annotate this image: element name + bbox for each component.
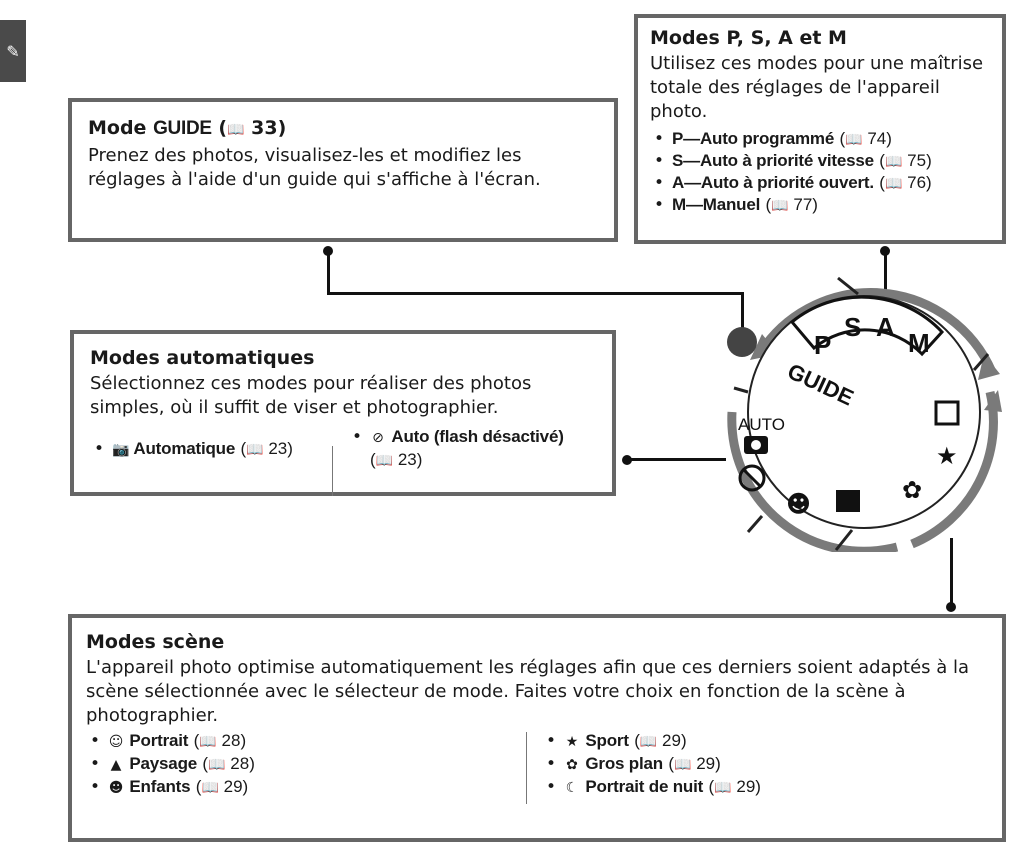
auto-camera-icon: 📷 xyxy=(112,442,130,458)
dial-label-s: S xyxy=(844,312,862,342)
guide-box xyxy=(68,98,618,242)
camera-tab-icon: ✎ xyxy=(6,41,20,61)
column-divider xyxy=(332,446,333,496)
list-item: • ★ Sport (📖 29) xyxy=(542,730,761,753)
guide-title: Mode GUIDE (📖 33) xyxy=(88,116,598,142)
child-icon: ☻ xyxy=(786,490,812,518)
list-item: • P—Auto programmé (📖 74) xyxy=(650,128,990,150)
mode-dial[interactable] xyxy=(722,262,1002,552)
book-icon: 📖 xyxy=(771,197,789,213)
child-icon: ☻ xyxy=(108,780,124,796)
close-up-icon: ✿ xyxy=(902,476,923,504)
list-item: • ☾ Portrait de nuit (📖 29) xyxy=(542,776,761,799)
book-icon: 📖 xyxy=(201,779,219,795)
list-item: • ✿ Gros plan (📖 29) xyxy=(542,753,761,776)
book-icon: 📖 xyxy=(845,131,863,147)
book-icon: 📖 xyxy=(246,441,264,457)
psam-title: Modes P, S, A et M xyxy=(650,27,847,49)
close-up-icon: ✿ xyxy=(566,757,578,773)
list-item: • ☻ Enfants (📖 29) xyxy=(86,776,530,799)
scene-box xyxy=(68,614,1006,842)
list-item: • 📷 Automatique (📖 23) xyxy=(90,438,334,461)
guide-text: Prenez des photos, visualisez-les et modifiez les réglages à l'aide d'un guide qui s'affiche à l'écran. xyxy=(88,145,541,190)
book-icon: 📖 xyxy=(674,756,692,772)
list-item: • A—Auto à priorité ouvert. (📖 76) xyxy=(650,172,990,194)
list-item: • M—Manuel (📖 77) xyxy=(650,194,990,216)
connector-line xyxy=(327,292,743,295)
scene-list xyxy=(86,728,988,799)
book-icon: 📖 xyxy=(208,756,226,772)
flash-off-icon: ⊘ xyxy=(372,430,384,446)
section-tab xyxy=(0,20,26,82)
auto-list xyxy=(90,422,596,471)
landscape-icon xyxy=(836,490,860,512)
sport-icon: ★ xyxy=(936,442,958,470)
book-icon: 📖 xyxy=(639,733,658,749)
scene-text: L'appareil photo optimise automatiquement les réglages afin que ces derniers soient adaptés à la scène sélectionnée avec le sélecteur de mode. Faites votre choix en fonction de la scène à photographier. xyxy=(86,657,970,726)
portrait-icon: ☺ xyxy=(108,734,124,750)
landscape-icon: ▲ xyxy=(110,757,122,773)
connector-line xyxy=(327,250,330,294)
dial-label-p: P xyxy=(814,330,832,360)
list-item: • ⊘ Auto (flash désactivé) (📖 23) xyxy=(348,426,578,471)
book-icon: 📖 xyxy=(199,733,217,749)
sport-icon: ★ xyxy=(565,734,579,750)
book-icon: 📖 xyxy=(227,122,245,138)
list-item: • S—Auto à priorité vitesse (📖 75) xyxy=(650,150,990,172)
book-icon: 📖 xyxy=(884,153,903,169)
column-divider xyxy=(526,732,527,804)
auto-title: Modes automatiques xyxy=(90,347,315,369)
list-item: • ▲ Paysage (📖 28) xyxy=(86,753,530,776)
night-portrait-icon: ☾ xyxy=(565,780,579,796)
psam-list xyxy=(650,128,990,216)
dial-label-auto: AUTO xyxy=(738,415,785,434)
connector-line xyxy=(626,458,726,461)
dial-marker xyxy=(727,327,757,357)
book-icon: 📖 xyxy=(714,779,732,795)
dial-label-m: M xyxy=(908,328,930,358)
dial-label-a: A xyxy=(876,312,895,342)
book-icon: 📖 xyxy=(375,452,394,468)
connector-dot xyxy=(946,602,956,612)
auto-text: Sélectionnez ces modes pour réaliser des photos simples, où il suffit de viser et photographier. xyxy=(90,373,532,418)
book-icon: 📖 xyxy=(884,175,903,191)
psam-text: Utilisez ces modes pour une maîtrise totale des réglages de l'appareil photo. xyxy=(650,53,984,122)
list-item: • ☺ Portrait (📖 28) xyxy=(86,730,530,753)
dial-label-guide: GUIDE xyxy=(783,358,858,411)
psam-box xyxy=(634,14,1006,244)
auto-box xyxy=(70,330,616,496)
scene-title: Modes scène xyxy=(86,631,225,653)
